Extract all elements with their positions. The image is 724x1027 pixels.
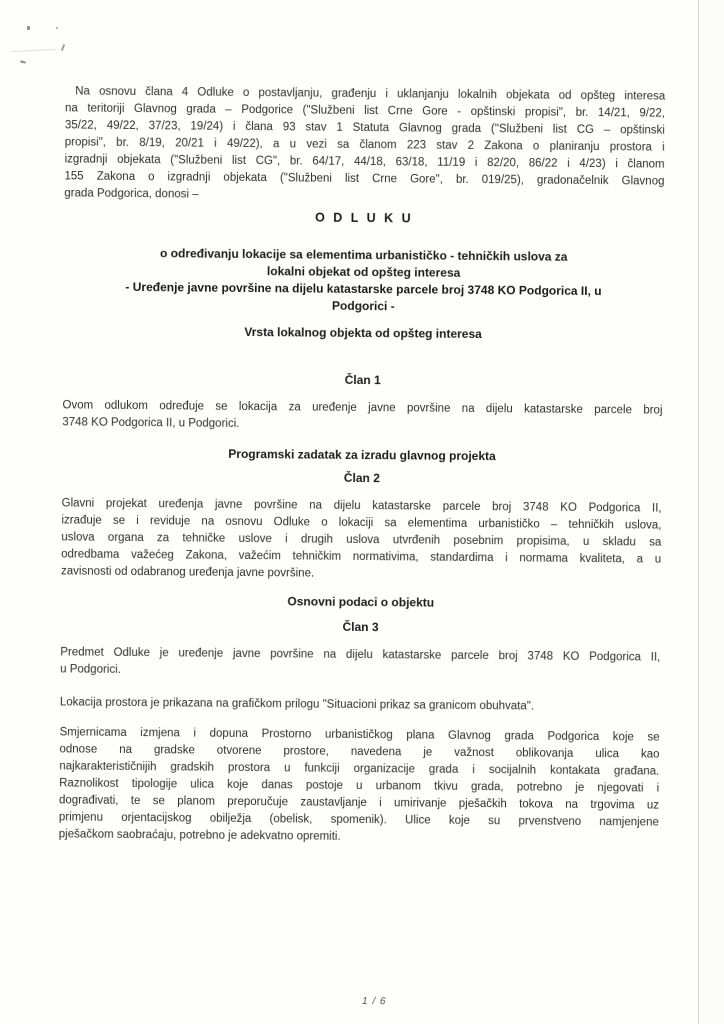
document-title: O D L U K U — [314, 210, 414, 226]
text-line: primjenu orjentacijskog obilježja (obelisk, spomenik). Ulice koje su prvenstveno namjenjene — [58, 811, 659, 829]
article-2-text — [61, 495, 662, 585]
article-2-label: Član 2 — [343, 470, 380, 486]
text-line: uslova organa za tehničke uslove i drugih uslova utvrđenih posebnim propisima, u skladu sa — [61, 531, 662, 549]
text-line: Lokacija prostora je prikazana na grafičkom prilogu "Situacioni prikaz sa granicom obuhvata". — [59, 696, 535, 713]
article-3-paragraph-2 — [60, 694, 660, 716]
text-line: 35/22, 49/22, 37/23, 19/24) i člana 93 stav 1 Statuta Glavnog grada ("Službeni list CG – opštinski — [64, 119, 665, 137]
text-line: na teritoriji Glavnog grada – Podgorice ("Službeni list Crne Gore - opštinski propisi", br. 14/21, 9/22, — [65, 102, 666, 120]
section-heading-type: Vrsta lokalnog objekta od opšteg interesa — [244, 324, 482, 342]
page-number: 1 / 6 — [361, 996, 387, 1008]
article-3-paragraph-3 — [59, 724, 660, 848]
text-line: najkarakterističnijih gradskih prostora u funkciji organizacije grada i socijalnih kontakata građana. — [59, 760, 660, 778]
text-line: o određivanju lokacije sa elementima urbanističko - tehničkih uslova za — [160, 246, 568, 264]
text-line: dograđivati, te se planom preporučuje zaustavljanje i umirivanje pješačkih tokova na trgovima uz — [58, 794, 660, 812]
intro-paragraph — [64, 83, 665, 207]
text-line: odnose na gradske otvorene prostore, navedena je važnost oblikovanja ulica kao — [59, 743, 660, 761]
article-3-paragraph-1 — [60, 644, 660, 683]
text-line: Podgorici - — [331, 298, 395, 314]
text-line: izrađuje se i reviduje na osnovu Odluke o lokaciji sa elementima urbanističko – tehničkih uslova, — [61, 514, 662, 532]
text-line: u Podgorici. — [60, 663, 121, 676]
text-line: Ovom odlukom određuje se lokacija za uređenje javne površine na dijelu katastarske parcele broj — [62, 399, 663, 417]
text-line: Smjernicama izmjena i dopuna Prostorno urbanističkog plana Glavnog grada Podgorica koje se — [59, 726, 660, 744]
text-line: odredbama važećeg Zakona, važećim tehničkim normativima, standardima i normama kvaliteta, a u — [61, 548, 662, 566]
text-line: propisi", br. 8/19, 20/21 i 49/22), a u vezi sa članom 223 stav 2 Zakona o planiranju prostora i — [64, 136, 665, 154]
text-line: lokalni objekat od opšteg interesa — [266, 264, 461, 280]
text-line: 3748 KO Podgorica II, u Podgorici. — [62, 416, 240, 430]
text-line: grada Podgorica, donosi – — [64, 187, 199, 201]
text-line: Predmet Odluke je uređenje javne površine na dijelu katastarske parcele broj 3748 KO Podgorica II, — [60, 646, 661, 664]
article-3-label: Član 3 — [342, 619, 379, 635]
document-subtitle — [63, 244, 664, 317]
text-line: izgradnji objekata ("Službeni list CG", br. 64/17, 44/18, 63/18, 11/19 i 82/20, 86/22 i 4/23) i članom — [64, 153, 665, 171]
text-line: Na osnovu člana 4 Odluke o postavljanju, građenju i uklanjanju lokalnih objekata od opšteg interesa — [75, 85, 666, 103]
text-line: Raznolikost tipologije ulica koje danas postoje u urbanom tkivu grada, potrebno je njegovati i — [59, 777, 660, 795]
article-1-label: Član 1 — [344, 372, 381, 388]
article-1-text — [62, 397, 662, 436]
text-line: - Uređenje javne površine na dijelu katastarske parcele broj 3748 KO Podgorica II, u — [125, 279, 602, 299]
text-line: 155 Zakona o izgradnji objekata ("Službeni list Crne Gore", br. 019/25), gradonačelnik Glavnog — [64, 170, 665, 188]
text-line: pješačkom saobraćaju, potrebno je adekvatno opremiti. — [58, 828, 341, 843]
text-line: Glavni projekat uređenja javne površine na dijelu katastarske parcele broj 3748 KO Podgorica II, — [61, 497, 662, 515]
text-line: zavisnosti od odabranog uređenja javne površine. — [60, 565, 315, 580]
section-heading-program: Programski zadatak za izradu glavnog projekta — [228, 446, 496, 464]
section-heading-basic-data: Osnovni podaci o objektu — [287, 594, 435, 610]
